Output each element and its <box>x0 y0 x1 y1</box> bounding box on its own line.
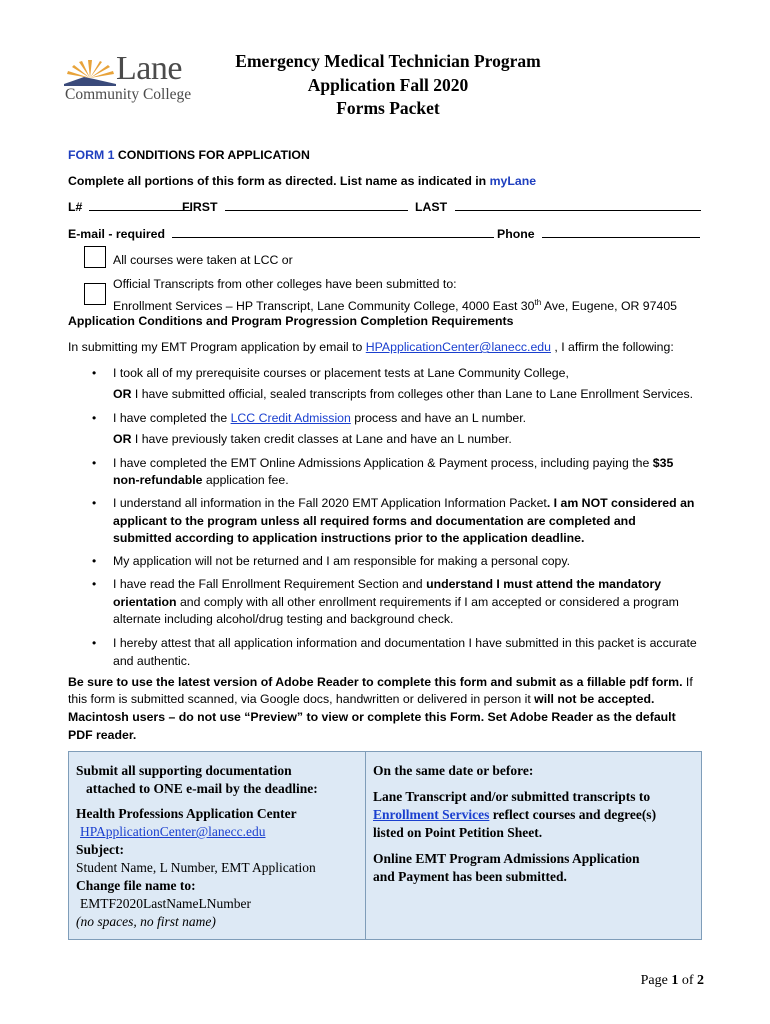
bullet-2-line2 <box>113 432 512 447</box>
bullet-3-text-end: application fee. <box>202 473 289 487</box>
page-label: Page <box>640 973 672 988</box>
notice-line2 <box>68 692 654 707</box>
logo-wordmark: Lane <box>116 50 182 87</box>
logo-subtitle: Community College <box>65 86 192 103</box>
bullet-icon: • <box>92 366 97 380</box>
bullet-icon: • <box>92 411 97 425</box>
bullet-2-text-end: process and have an L number. <box>350 411 527 425</box>
bullet-1-line1: I took all of my prerequisite courses or placement tests at Lane Community College, <box>113 366 569 380</box>
hp-application-email-link[interactable]: HPApplicationCenter@lanecc.edu <box>365 340 551 354</box>
application-center-email[interactable]: HPApplicationCenter@lanecc.edu <box>80 824 266 839</box>
last-name-label: LAST <box>415 200 448 214</box>
address-text-end: Ave, Eugene, OR 97405 <box>541 299 677 314</box>
bullet-6-line1 <box>113 577 661 592</box>
transcripts-checkbox[interactable] <box>84 283 106 305</box>
phone-field[interactable] <box>497 227 700 242</box>
submit-heading-line1: Submit all supporting documentation <box>76 763 292 778</box>
page-number <box>641 973 704 989</box>
non-refundable-text: non-refundable <box>113 473 203 487</box>
bullet-5: My application will not be returned and I am responsible for making a personal copy. <box>113 554 571 568</box>
subject-label: Subject: <box>76 842 124 857</box>
bullet-icon: • <box>92 496 97 510</box>
bullet-4-line1 <box>113 496 694 511</box>
bullet-6-text-cont: and comply with all other enrollment requirements if I am accepted or considered a program <box>176 595 679 609</box>
total-pages: 2 <box>697 973 704 988</box>
address-text: Enrollment Services – HP Transcript, Lane Community College, 4000 East 30 <box>113 299 535 314</box>
enrollment-services-link[interactable]: Enrollment Services <box>373 807 490 822</box>
bullet-1-line2 <box>113 387 693 402</box>
admission-req-line1: Online EMT Program Admissions Application <box>373 851 640 866</box>
first-name-label: FIRST <box>182 200 218 214</box>
bullet-4-line3: submitted according to application instructions prior to the application deadline. <box>113 531 585 545</box>
sunrise-icon <box>64 56 116 86</box>
deadline-heading: On the same date or before: <box>373 763 534 778</box>
lcc-credit-admission-link[interactable]: LCC Credit Admission <box>230 411 351 425</box>
last-name-field[interactable] <box>415 200 701 215</box>
bullet-icon: • <box>92 636 97 650</box>
bullet-4-bold: . I am NOT considered an <box>546 496 695 510</box>
fee-amount: $35 <box>652 456 674 470</box>
transcripts-label: Official Transcripts from other colleges have been submitted to: <box>113 277 457 291</box>
address-superscript: th <box>534 298 542 307</box>
form-label <box>68 148 310 163</box>
transcript-req-text: reflect courses and degree(s) <box>489 807 657 822</box>
notice-line4: PDF reader. <box>68 728 137 742</box>
bullet-icon: • <box>92 577 97 591</box>
transcript-req-line1: Lane Transcript and/or submitted transcripts to <box>373 789 651 804</box>
conditions-heading: Application Conditions and Program Progression Completion Requirements <box>68 314 514 328</box>
instruction-text: Complete all portions of this form as directed. List name as indicated in <box>68 174 487 188</box>
current-page: 1 <box>671 973 679 988</box>
bullet-2-alt-text: I have previously taken credit classes at Lane and have an L number. <box>131 432 512 446</box>
application-center-email-link[interactable] <box>80 823 266 840</box>
or-text: OR <box>113 432 132 446</box>
document-title-line2: Application Fall 2020 <box>307 75 469 95</box>
bullet-2-line1 <box>113 411 526 426</box>
email-field[interactable] <box>68 227 494 242</box>
orientation-text: orientation <box>113 595 177 609</box>
lcc-courses-label: All courses were taken at LCC or <box>113 253 293 267</box>
transcript-req-line3: listed on Point Petition Sheet. <box>373 825 543 840</box>
transcripts-address <box>113 295 677 314</box>
notice-text: If <box>682 675 693 689</box>
email-label: E-mail - required <box>68 227 166 241</box>
notice-text: this form is submitted scanned, via Google docs, handwritten or delivered in person it <box>68 692 535 706</box>
bullet-3-text: I have completed the EMT Online Admissions Application & Payment process, including paying the <box>113 456 653 470</box>
of-label: of <box>678 973 697 988</box>
filename-note: (no spaces, no first name) <box>76 914 216 929</box>
form-section-title: CONDITIONS FOR APPLICATION <box>117 148 310 162</box>
bullet-6-line3: alternate including alcohol/drug testing and background check. <box>113 612 454 626</box>
form-number: FORM 1 <box>68 148 115 162</box>
bullet-2-text: I have completed the <box>113 411 231 425</box>
or-text: OR <box>113 387 132 401</box>
bullet-7-line2: and authentic. <box>113 654 191 668</box>
bullet-6-line2 <box>113 595 679 610</box>
first-name-field[interactable] <box>182 200 408 215</box>
bullet-7-line1: I hereby attest that all application information and documentation I have submitted in this packet is accurate <box>113 636 697 650</box>
bullet-3-line2 <box>113 473 289 488</box>
bullet-1-text: I have submitted official, sealed transcripts from colleges other than Lane to Lane Enrollment Services. <box>131 387 694 401</box>
bullet-6-text: I have read the Fall Enrollment Requirement Section and <box>113 577 427 591</box>
box-divider <box>365 751 366 940</box>
conditions-intro <box>68 340 674 355</box>
bullet-3-line1 <box>113 456 673 471</box>
notice-bold: will not be accepted. <box>534 692 655 706</box>
lnumber-field[interactable] <box>68 200 191 215</box>
phone-label: Phone <box>497 227 535 241</box>
intro-text: In submitting my EMT Program application by email to <box>68 340 363 354</box>
form-instruction <box>68 174 536 189</box>
bullet-4-line2: applicant to the program unless all required forms and documentation are completed and <box>113 514 636 528</box>
application-center-name: Health Professions Application Center <box>76 806 297 821</box>
notice-line1 <box>68 675 693 690</box>
mylane-text: myLane <box>489 174 537 188</box>
filename-label: Change file name to: <box>76 878 196 893</box>
intro-text-end: , I affirm the following: <box>550 340 674 354</box>
submit-heading-line2: attached to ONE e-mail by the deadline: <box>86 781 318 796</box>
admission-req-line2: and Payment has been submitted. <box>373 869 567 884</box>
filename-value: EMTF2020LastNameLNumber <box>80 896 251 911</box>
document-title-line3: Forms Packet <box>336 98 440 118</box>
notice-line3: Macintosh users – do not use “Preview” to view or complete this Form. Set Adobe Reader as the default <box>68 710 676 724</box>
lcc-courses-checkbox[interactable] <box>84 246 106 268</box>
bullet-icon: • <box>92 456 97 470</box>
bullet-4-text: I understand all information in the Fall 2020 EMT Application Information Packet <box>113 496 547 510</box>
bullet-6-bold: understand I must attend the mandatory <box>426 577 662 591</box>
subject-value: Student Name, L Number, EMT Application <box>76 860 316 875</box>
transcript-req-line2 <box>373 806 656 823</box>
lnumber-label: L# <box>68 200 83 214</box>
document-title-line1: Emergency Medical Technician Program <box>235 51 541 71</box>
notice-bold: Be sure to use the latest version of Adobe Reader to complete this form and submit as a fillable pdf form. <box>68 675 683 689</box>
bullet-icon: • <box>92 554 97 568</box>
